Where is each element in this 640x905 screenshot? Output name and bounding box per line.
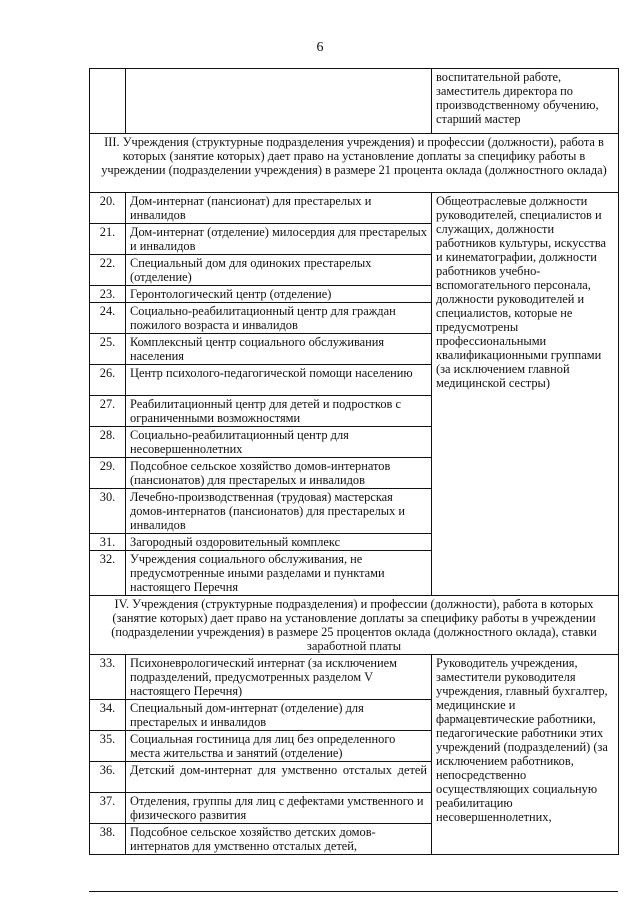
page-number: 6 xyxy=(316,40,324,55)
allowance-table xyxy=(89,68,619,855)
institution-name: Подсобное сельское хозяйство детских домов-интернатов для умственно отсталых детей, xyxy=(126,824,432,855)
institution-name: Загородный оздоровительный комплекс xyxy=(126,534,432,551)
row-number: 26. xyxy=(90,365,126,396)
row-number: 28. xyxy=(90,427,126,458)
section-3-heading: III. Учреждения (структурные подразделения учреждения) и профессии (должности), работа в которых (занятие которых) дает право на установление доплаты за специфику работы в учреждении (подразделении учреждения) в размере 21 процента оклада (должностного оклада) xyxy=(90,134,619,193)
institution-name: Учреждения социального обслуживания, не предусмотренные иными разделами и пунктами настоящего Перечня xyxy=(126,551,432,596)
section-heading-row xyxy=(90,134,619,193)
section-4-heading: IV. Учреждения (структурные подразделения) и профессии (должности), работа в которых (занятие которых) дает право на установление доплаты за специфику работы в учреждении (подразделении учреждения) в размере 25 процентов оклада (должностного оклада), ставки заработной платы xyxy=(90,596,619,655)
table-row xyxy=(90,69,619,134)
row-number: 23. xyxy=(90,286,126,303)
institution-name: Дом-интернат (отделение) милосердия для престарелых и инвалидов xyxy=(126,224,432,255)
section-3-positions: Общеотраслевые должности руководителей, специалистов и служащих, должности работников культуры, искусства и кинематографии, должности работников учебно-вспомогательного персонала, должности руководителей и специалистов, которые не предусмотрены профессиональными квалификационными группами (за исключением главной медицинской сестры) xyxy=(432,193,619,596)
institution-name: Детский дом-интернат для умственно отсталых детей xyxy=(126,762,432,793)
row-number: 22. xyxy=(90,255,126,286)
footer-rule xyxy=(89,891,618,892)
row-number: 38. xyxy=(90,824,126,855)
empty-cell xyxy=(90,69,126,134)
institution-name: Реабилитационный центр для детей и подростков с ограниченными возможностями xyxy=(126,396,432,427)
positions-cell: воспитательной работе, заместитель директора по производственному обучению, старший мастер xyxy=(432,69,619,134)
row-number: 34. xyxy=(90,700,126,731)
institution-name: Геронтологический центр (отделение) xyxy=(126,286,432,303)
row-number: 24. xyxy=(90,303,126,334)
row-number: 27. xyxy=(90,396,126,427)
institution-name: Отделения, группы для лиц с дефектами умственного и физического развития xyxy=(126,793,432,824)
row-number: 32. xyxy=(90,551,126,596)
table-row xyxy=(90,655,619,700)
row-number: 35. xyxy=(90,731,126,762)
row-number: 31. xyxy=(90,534,126,551)
row-number: 25. xyxy=(90,334,126,365)
institution-name: Дом-интернат (пансионат) для престарелых и инвалидов xyxy=(126,193,432,224)
row-number: 21. xyxy=(90,224,126,255)
section-4-positions: Руководитель учреждения, заместители руководителя учреждения, главный бухгалтер, медицинские и фармацевтические работники, педагогические работники этих учреждений (подразделений) (за исключением работников, непосредственно осуществляющих социальную реабилитацию несовершеннолетних, xyxy=(432,655,619,855)
institution-name: Психоневрологический интернат (за исключением подразделений, предусмотренных разделом V настоящего Перечня) xyxy=(126,655,432,700)
section-heading-row xyxy=(90,596,619,655)
institution-name: Социальная гостиница для лиц без определенного места жительства и занятий (отделение) xyxy=(126,731,432,762)
institution-name: Комплексный центр социального обслуживания населения xyxy=(126,334,432,365)
institution-name: Лечебно-производственная (трудовая) мастерская домов-интернатов (пансионатов) для престарелых и инвалидов xyxy=(126,489,432,534)
row-number: 20. xyxy=(90,193,126,224)
row-number: 36. xyxy=(90,762,126,793)
institution-name: Социально-реабилитационный центр для граждан пожилого возраста и инвалидов xyxy=(126,303,432,334)
row-number: 37. xyxy=(90,793,126,824)
row-number: 29. xyxy=(90,458,126,489)
row-number: 33. xyxy=(90,655,126,700)
institution-name: Центр психолого-педагогической помощи населению xyxy=(126,365,432,396)
institution-name: Социально-реабилитационный центр для несовершеннолетних xyxy=(126,427,432,458)
institution-name: Специальный дом для одиноких престарелых (отделение) xyxy=(126,255,432,286)
institution-name: Подсобное сельское хозяйство домов-интернатов (пансионатов) для престарелых и инвалидов xyxy=(126,458,432,489)
table-row xyxy=(90,193,619,224)
empty-cell xyxy=(126,69,432,134)
row-number: 30. xyxy=(90,489,126,534)
institution-name: Специальный дом-интернат (отделение) для престарелых и инвалидов xyxy=(126,700,432,731)
